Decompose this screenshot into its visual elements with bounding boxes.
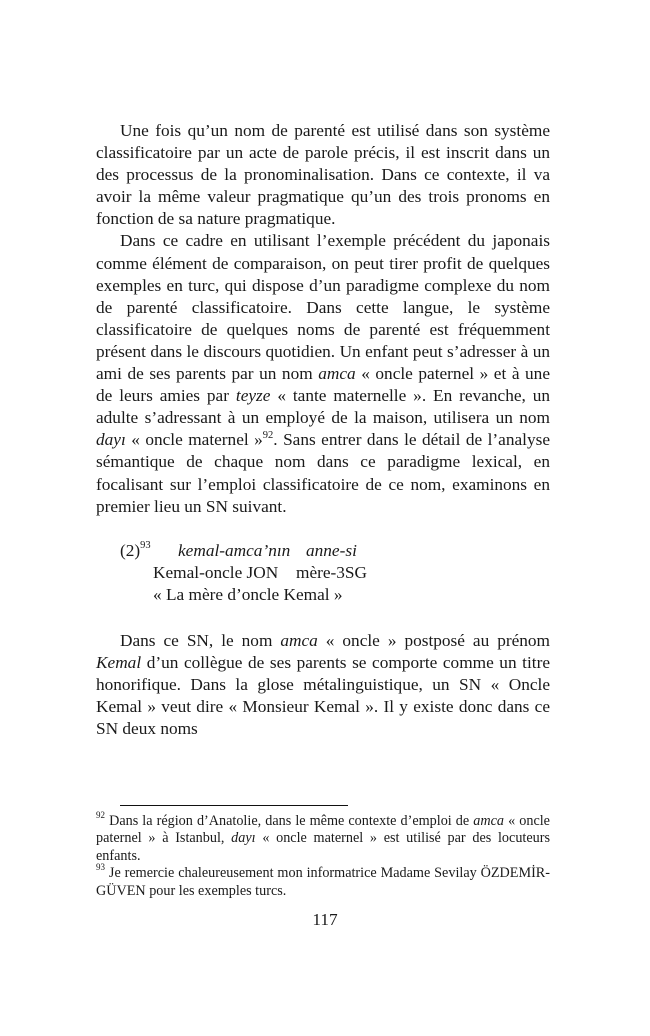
footnotes <box>96 810 550 900</box>
text-span: Dans ce cadre en utilisant l’exemple précédent du japonais comme élément de comparaison, on peut tirer profit de quelques exemples en turc, qui dispose d’un paradigme complexe du nom de parenté classificatoire. Dans cette langue, le système classificatoire de quelques noms de parenté est fréquemment présent dans le discours quotidien. Un enfant peut s’adresser à un ami de ses parents par un nom <box>96 231 550 384</box>
gloss-2: mère-3SG <box>296 562 368 582</box>
text-span: « oncle maternel » est utilisé par des locuteurs enfants. <box>96 830 550 864</box>
example-number-label: (2) <box>120 540 141 560</box>
page-body <box>96 120 550 740</box>
example-word-2: anne-si <box>306 540 357 560</box>
paragraph-3 <box>96 630 550 740</box>
term-kemal: Kemal <box>96 653 142 673</box>
paragraph-2 <box>96 230 550 517</box>
text-span: Dans la région d’Anatolie, dans le même contexte d’emploi de <box>105 813 474 829</box>
example-word-1: kemal-amca’nın <box>178 540 291 560</box>
footnote-separator <box>120 805 348 806</box>
footnote-number: 93 <box>96 862 105 873</box>
text-span: « oncle paternel » à Istanbul, <box>96 813 550 847</box>
gloss-1: Kemal-oncle JON <box>153 562 279 582</box>
text-span: Je remercie chaleureusement mon informatrice Madame Sevilay ÖZDEMİR-GÜVEN pour les exemples turcs. <box>96 865 550 899</box>
text-span: . Sans entrer dans le détail de l’analyse sémantique de chaque nom dans ce paradigme lexical, en focalisant sur l’emploi classificatoire de ce nom, examinons en premier lieu un SN suivant. <box>96 430 550 516</box>
text-span: « oncle » postposé au prénom <box>317 630 550 650</box>
term-dayi: dayı <box>231 830 256 847</box>
paragraph-1: Une fois qu’un nom de parenté est utilisé dans son système classificatoire par un acte de parole précis, il est inscrit dans un des processus de la pronominalisation. Dans ce contexte, il va avoir la même valeur pragmatique qu’un des trois pronoms en fonction de sa nature pragmatique. <box>96 121 550 229</box>
term-amca: amca <box>318 364 356 384</box>
text-span: « oncle maternel » <box>125 430 263 450</box>
example-translation <box>96 584 550 606</box>
term-dayi: dayı <box>96 430 126 450</box>
example-line-1 <box>96 540 550 562</box>
linguistic-example <box>96 540 550 606</box>
text-span: « oncle paternel » et à une de leurs amies par <box>96 364 550 406</box>
footnote-ref-92[interactable]: 92 <box>262 429 274 441</box>
example-gloss-line <box>96 562 550 584</box>
term-amca: amca <box>280 630 318 650</box>
text-span: « tante maternelle ». En revanche, un adulte s’adressant à un employé de la maison, utilisera un nom <box>96 386 550 428</box>
footnote-ref-93[interactable]: 93 <box>140 539 151 551</box>
translation: « La mère d’oncle Kemal » <box>153 584 343 604</box>
term-teyze: teyze <box>235 386 271 406</box>
text-span: Dans ce SN, le nom <box>120 630 281 650</box>
text-span: d’un collègue de ses parents se comporte comme un titre honorifique. Dans la glose métalinguistique, un SN « Oncle Kemal » veut dire « Monsieur Kemal ». Il y existe donc dans ce SN deux noms <box>96 653 550 739</box>
page-number: 117 <box>312 910 338 929</box>
footnote-number: 92 <box>96 810 105 821</box>
footnote-92 <box>96 810 550 865</box>
example-number <box>96 540 160 562</box>
term-amca: amca <box>473 813 505 829</box>
footnote-93 <box>96 862 550 900</box>
